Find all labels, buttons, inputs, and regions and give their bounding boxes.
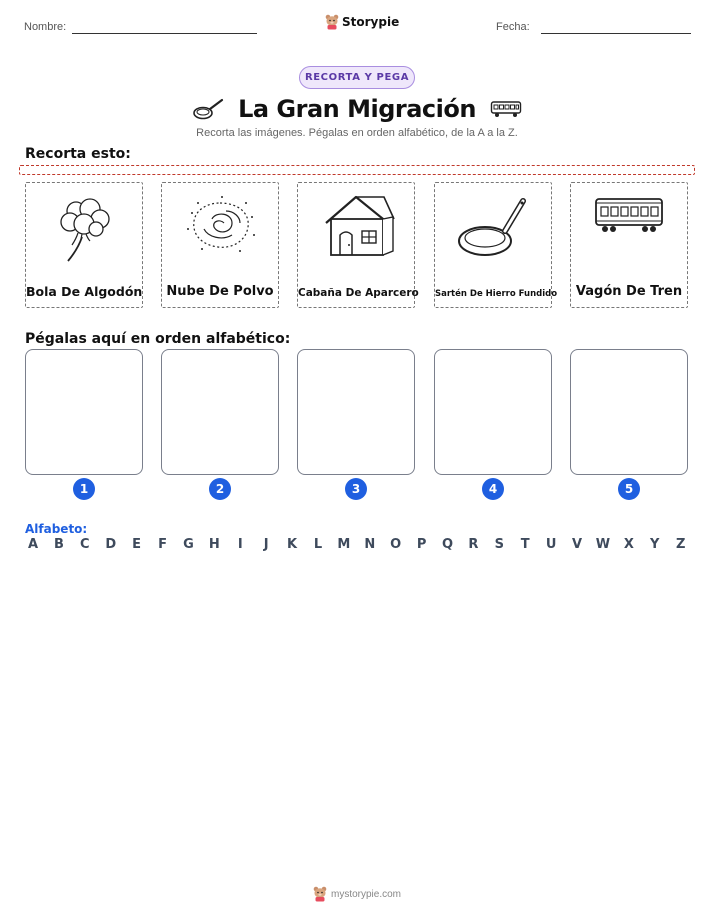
bear-icon: [313, 886, 327, 902]
alphabet-letter: I: [237, 537, 243, 552]
alphabet-row: [25, 537, 689, 552]
name-line[interactable]: [72, 33, 257, 34]
card-label: Nube De Polvo: [166, 284, 274, 299]
alphabet-letter: Y: [650, 537, 660, 552]
brand-name: Storypie: [342, 15, 400, 29]
alphabet-letter: M: [337, 537, 351, 552]
cabin-icon: [298, 189, 414, 267]
brand-logo: [325, 14, 399, 30]
paste-slot[interactable]: [161, 349, 279, 475]
alphabet-letter: K: [287, 537, 298, 552]
alphabet-letter: Q: [441, 537, 454, 552]
paste-heading: Pégalas aquí en orden alfabético:: [25, 331, 291, 347]
alphabet-letter: J: [263, 537, 269, 552]
alphabet-letter: O: [390, 537, 402, 552]
train-car-icon: [490, 99, 522, 119]
card-label: Bola De Algodón: [26, 284, 143, 299]
activity-badge: RECORTA Y PEGA: [299, 66, 415, 89]
name-label: Nombre:: [24, 21, 67, 33]
cut-card[interactable]: [434, 182, 558, 308]
cut-card[interactable]: [161, 182, 279, 308]
instructions: Recorta las imágenes. Pégalas en orden alfabético, de la A a la Z.: [196, 127, 518, 139]
date-label: Fecha:: [496, 21, 530, 33]
cut-card[interactable]: [25, 182, 143, 308]
paste-slot[interactable]: [434, 349, 552, 475]
page-title: La Gran Migración: [238, 95, 476, 123]
slot-number: 5: [618, 478, 640, 500]
paste-slot[interactable]: [297, 349, 415, 475]
alphabet-letter: P: [416, 537, 427, 552]
alphabet-letter: D: [105, 537, 117, 552]
slot-number: 2: [209, 478, 231, 500]
paste-slot[interactable]: [25, 349, 143, 475]
card-label: Vagón De Tren: [575, 284, 683, 299]
slot-number: 3: [345, 478, 367, 500]
alphabet-letter: L: [313, 537, 323, 552]
alphabet-letter: X: [623, 537, 634, 552]
alphabet-letter: E: [132, 537, 142, 552]
alphabet-letter: N: [364, 537, 376, 552]
alphabet-letter: A: [27, 537, 39, 552]
alphabet-letter: B: [53, 537, 64, 552]
alphabet-letter: R: [468, 537, 479, 552]
frying-pan-icon: [192, 97, 224, 121]
card-label: Sartén De Hierro Fundido: [435, 289, 558, 299]
alphabet-letter: C: [80, 537, 90, 552]
title-row: [0, 92, 714, 126]
slot-number: 4: [482, 478, 504, 500]
alphabet-letter: S: [494, 537, 504, 552]
alphabet-letter: H: [208, 537, 220, 552]
cut-heading: Recorta esto:: [25, 146, 131, 162]
paste-slot[interactable]: [570, 349, 688, 475]
footer-site: mystorypie.com: [330, 888, 401, 900]
alphabet-letter: W: [595, 537, 611, 552]
train-car-icon: [571, 189, 687, 267]
cut-line: [19, 165, 695, 175]
cotton-boll-icon: [26, 189, 142, 267]
skillet-icon: [435, 189, 551, 267]
dust-cloud-icon: [162, 189, 278, 267]
alphabet-letter: Z: [675, 537, 686, 552]
alphabet-letter: F: [158, 537, 167, 552]
alphabet-letter: V: [572, 537, 583, 552]
alphabet-letter: T: [520, 537, 530, 552]
alphabet-title: Alfabeto:: [25, 522, 88, 536]
cut-card[interactable]: [297, 182, 419, 308]
alphabet-letter: G: [183, 537, 194, 552]
card-label: Cabaña De Aparcero: [298, 287, 419, 299]
slot-number: 1: [73, 478, 95, 500]
alphabet-letter: U: [545, 537, 557, 552]
cut-card[interactable]: [570, 182, 688, 308]
date-line[interactable]: [541, 33, 691, 34]
bear-icon: [325, 14, 339, 30]
footer: [0, 886, 714, 902]
